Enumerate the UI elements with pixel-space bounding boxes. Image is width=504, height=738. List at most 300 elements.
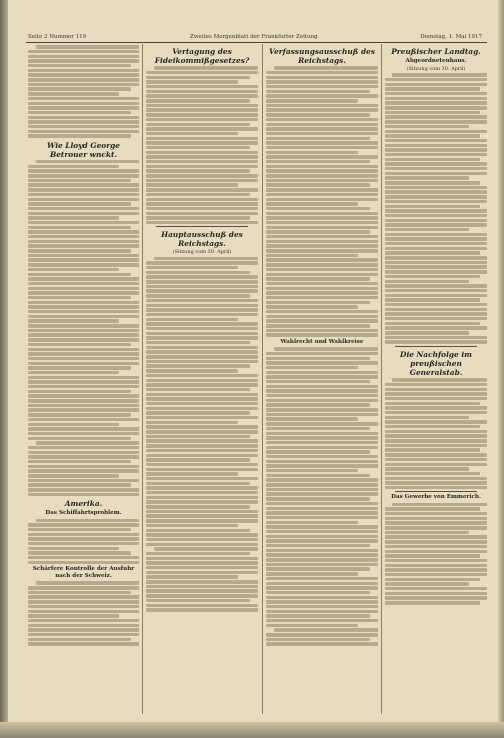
text-line — [385, 176, 469, 179]
text-line — [266, 638, 370, 641]
text-line — [385, 242, 487, 245]
text-line — [266, 282, 378, 285]
text-line — [146, 90, 258, 93]
text-line — [28, 130, 139, 133]
text-line — [146, 604, 258, 607]
section-rule — [156, 226, 248, 227]
text-line — [146, 141, 258, 144]
text-line — [266, 572, 358, 575]
text-line — [146, 207, 258, 210]
text-line — [385, 578, 480, 581]
text-line — [146, 463, 258, 466]
text-line — [266, 315, 378, 318]
text-line — [28, 380, 139, 383]
text-line — [28, 633, 139, 636]
article-body-text — [146, 547, 258, 611]
text-line — [28, 408, 139, 411]
article-headline: Preußischer Landtag. — [391, 47, 481, 56]
text-line — [385, 444, 487, 447]
text-line — [28, 605, 139, 608]
text-line — [266, 198, 378, 201]
text-line — [266, 291, 378, 294]
text-line — [28, 551, 131, 554]
text-line — [385, 336, 487, 339]
article-body-text — [266, 347, 378, 627]
text-line — [146, 80, 238, 83]
text-line — [28, 169, 139, 172]
text-line — [385, 463, 487, 466]
text-line — [146, 430, 258, 433]
text-line — [385, 120, 487, 123]
text-line — [385, 265, 487, 268]
text-line — [146, 322, 258, 325]
text-line — [385, 280, 469, 283]
text-line — [385, 247, 487, 250]
text-line — [28, 291, 139, 294]
text-line — [28, 600, 139, 603]
text-line — [266, 108, 378, 111]
text-line — [385, 573, 487, 576]
text-line — [146, 212, 258, 215]
text-line — [36, 581, 139, 584]
text-line — [266, 361, 378, 364]
text-line — [28, 528, 131, 531]
text-line — [266, 633, 378, 636]
article-headline: Hauptausschuß des Reichstags. — [161, 230, 243, 249]
text-line — [266, 516, 378, 519]
text-line — [385, 540, 487, 543]
text-line — [266, 610, 378, 613]
text-line — [266, 539, 378, 542]
text-line — [392, 378, 487, 381]
text-line — [385, 205, 480, 208]
text-line — [146, 308, 258, 311]
text-line — [146, 439, 258, 442]
column-1 — [28, 44, 139, 720]
text-line — [266, 591, 370, 594]
text-line — [266, 216, 378, 219]
text-line — [28, 451, 139, 454]
text-line — [146, 104, 258, 107]
text-line — [266, 600, 378, 603]
text-line — [266, 507, 378, 510]
text-line — [146, 608, 258, 611]
text-line — [28, 183, 139, 186]
text-line — [146, 374, 258, 377]
text-line — [266, 179, 378, 182]
text-line — [146, 266, 238, 269]
text-line — [146, 188, 258, 191]
text-line — [266, 427, 370, 430]
text-line — [28, 216, 119, 219]
text-line — [146, 468, 258, 471]
text-line — [266, 183, 370, 186]
text-line — [28, 235, 139, 238]
text-line — [28, 319, 119, 322]
text-line — [28, 418, 139, 421]
text-line — [28, 390, 131, 393]
text-line — [28, 533, 139, 536]
text-line — [385, 416, 469, 419]
article-body-text — [385, 378, 487, 489]
text-line — [146, 491, 258, 494]
text-line — [385, 228, 469, 231]
text-line — [154, 257, 258, 260]
text-line — [266, 193, 378, 196]
text-line — [146, 71, 258, 74]
text-line — [28, 479, 139, 482]
text-line — [28, 561, 139, 564]
text-line — [385, 472, 480, 475]
text-line — [266, 544, 370, 547]
text-line — [385, 92, 487, 95]
text-line — [266, 614, 370, 617]
text-line — [266, 455, 378, 458]
text-line — [28, 97, 139, 100]
text-line — [28, 333, 139, 336]
column-divider — [142, 44, 143, 714]
text-line — [266, 422, 378, 425]
text-line — [146, 85, 258, 88]
text-line — [385, 535, 487, 538]
article-subheadline: Das Schiffahrtsproblem. — [45, 510, 122, 517]
text-line — [266, 558, 378, 561]
text-line — [146, 566, 258, 569]
text-line — [266, 94, 378, 97]
text-line — [28, 432, 139, 435]
text-line — [146, 369, 238, 372]
text-line — [146, 538, 258, 541]
text-line — [146, 108, 258, 111]
text-line — [385, 512, 487, 515]
text-line — [28, 628, 139, 631]
text-line — [266, 202, 358, 205]
text-line — [28, 474, 119, 477]
text-line — [146, 261, 258, 264]
page-bottom-edge — [0, 722, 504, 738]
page-edge — [498, 0, 504, 738]
article-dateline: (Sitzung vom 30. April) — [406, 66, 466, 72]
text-line — [266, 113, 370, 116]
text-line — [28, 338, 139, 341]
text-line — [385, 134, 480, 137]
text-line — [146, 294, 250, 297]
text-line — [28, 343, 131, 346]
text-line — [385, 312, 487, 315]
text-line — [266, 305, 358, 308]
article-subheadline: Das Gewerbe von Emmerich. — [391, 494, 481, 501]
text-line — [385, 477, 487, 480]
text-line — [266, 174, 378, 177]
text-line — [385, 214, 487, 217]
article-headline: Vertagung des Fideikommißgesetzes? — [154, 47, 250, 65]
text-line — [266, 188, 378, 191]
text-line — [266, 619, 378, 622]
text-line — [146, 458, 250, 461]
text-line — [28, 455, 139, 458]
text-line — [28, 465, 139, 468]
text-line — [28, 102, 139, 105]
text-line — [385, 458, 487, 461]
text-line — [385, 406, 487, 409]
text-line — [28, 212, 139, 215]
text-line — [146, 99, 250, 102]
text-line — [28, 277, 139, 280]
text-line — [385, 139, 487, 142]
text-line — [385, 439, 487, 442]
text-line — [392, 503, 487, 506]
text-line — [146, 379, 258, 382]
article-body-text — [28, 160, 139, 440]
text-line — [385, 411, 487, 414]
text-line — [28, 258, 139, 261]
text-line — [28, 59, 139, 62]
text-line — [266, 258, 378, 261]
text-line — [266, 333, 378, 336]
text-line — [266, 240, 378, 243]
text-line — [146, 393, 258, 396]
text-line — [385, 545, 487, 548]
text-line — [146, 216, 250, 219]
article-body-text — [266, 66, 378, 337]
text-line — [146, 477, 258, 480]
text-line — [385, 448, 480, 451]
text-line — [28, 493, 139, 496]
text-line — [266, 642, 378, 645]
text-line — [266, 212, 378, 215]
text-line — [146, 594, 258, 597]
text-line — [28, 362, 139, 365]
text-line — [28, 624, 139, 627]
text-line — [28, 310, 139, 313]
text-line — [146, 336, 258, 339]
text-line — [28, 230, 139, 233]
text-line — [266, 146, 378, 149]
text-line — [385, 392, 487, 395]
text-line — [266, 577, 378, 580]
text-line — [146, 449, 258, 452]
column-3 — [266, 44, 378, 720]
text-line — [266, 403, 370, 406]
text-line — [266, 151, 358, 154]
text-line — [146, 552, 250, 555]
article-body-text — [28, 45, 139, 137]
article-headline: Verfassungsausschuß des Reichstags. — [269, 47, 375, 65]
text-line — [146, 425, 258, 428]
text-line — [266, 408, 378, 411]
article-headline: Die Nachfolge im preußischen Generalstab. — [400, 349, 472, 377]
text-line — [385, 190, 487, 193]
text-line — [146, 221, 258, 224]
text-line — [146, 388, 250, 391]
text-line — [266, 464, 378, 467]
text-line — [28, 547, 119, 550]
text-line — [146, 271, 250, 274]
text-line — [146, 486, 258, 489]
text-line — [385, 101, 487, 104]
text-line — [266, 549, 378, 552]
text-line — [146, 350, 258, 353]
text-line — [146, 318, 238, 321]
text-line — [28, 240, 139, 243]
text-line — [36, 160, 139, 163]
text-line — [146, 355, 258, 358]
text-line — [266, 460, 378, 463]
text-line — [266, 310, 378, 313]
text-line — [146, 155, 258, 158]
text-line — [385, 568, 487, 571]
text-line — [146, 510, 258, 513]
text-line — [146, 285, 258, 288]
text-line — [385, 172, 487, 175]
text-line — [146, 346, 258, 349]
text-line — [28, 404, 139, 407]
text-line — [146, 165, 258, 168]
text-line — [266, 605, 378, 608]
text-line — [266, 141, 378, 144]
text-line — [385, 596, 487, 599]
text-line — [28, 50, 139, 53]
text-line — [385, 526, 487, 529]
text-line — [266, 497, 370, 500]
text-line — [385, 481, 487, 484]
text-line — [266, 352, 378, 355]
article-subheadline: Wahlrecht und Wahlkreise — [280, 338, 364, 345]
text-line — [146, 202, 258, 205]
text-line — [266, 165, 378, 168]
article-body-text — [266, 628, 378, 645]
text-line — [28, 638, 131, 641]
text-line — [28, 106, 139, 109]
text-line — [28, 83, 139, 86]
masthead-edition: Zweites Morgenblatt der Frankfurter Zeitung — [190, 34, 318, 40]
text-line — [266, 624, 358, 627]
article-body-text — [385, 503, 487, 605]
text-line — [146, 383, 258, 386]
text-line — [385, 78, 487, 81]
text-line — [154, 66, 258, 69]
text-line — [385, 83, 487, 86]
text-line — [266, 596, 378, 599]
text-line — [266, 488, 378, 491]
text-line — [28, 249, 131, 252]
text-line — [385, 284, 487, 287]
text-line — [28, 174, 139, 177]
text-line — [385, 531, 469, 534]
text-line — [146, 589, 258, 592]
text-line — [385, 587, 487, 590]
text-line — [385, 453, 487, 456]
text-line — [146, 529, 250, 532]
text-line — [28, 221, 139, 224]
text-line — [385, 303, 487, 306]
text-line — [146, 571, 258, 574]
section-rule — [395, 346, 477, 347]
text-line — [385, 383, 487, 386]
text-line — [146, 505, 250, 508]
text-line — [146, 327, 258, 330]
article-dateline: (Sitzung vom 30. April) — [172, 249, 232, 256]
text-line — [146, 313, 258, 316]
text-line — [28, 376, 139, 379]
text-line — [266, 249, 378, 252]
text-line — [146, 289, 258, 292]
text-line — [266, 155, 378, 158]
text-line — [28, 254, 139, 257]
text-line — [146, 179, 258, 182]
text-line — [28, 483, 131, 486]
text-line — [385, 425, 480, 428]
text-line — [146, 402, 258, 405]
article-body-text — [28, 441, 139, 496]
article-body-text — [28, 519, 139, 565]
text-line — [28, 120, 139, 123]
column-4 — [385, 44, 487, 720]
text-line — [266, 104, 378, 107]
text-line — [385, 219, 487, 222]
text-line — [28, 324, 139, 327]
text-line — [28, 244, 139, 247]
text-line — [266, 450, 370, 453]
text-line — [146, 496, 258, 499]
text-line — [146, 407, 258, 410]
text-line — [266, 371, 378, 374]
text-line — [385, 521, 487, 524]
text-line — [146, 123, 250, 126]
text-line — [146, 299, 258, 302]
text-line — [146, 454, 258, 457]
text-line — [266, 375, 378, 378]
text-line — [154, 547, 258, 550]
text-line — [266, 511, 378, 514]
text-line — [36, 441, 139, 444]
text-line — [146, 482, 250, 485]
text-line — [385, 158, 480, 161]
text-line — [28, 595, 139, 598]
text-line — [146, 183, 238, 186]
column-divider — [262, 44, 263, 714]
text-line — [266, 582, 378, 585]
text-line — [385, 167, 487, 170]
text-line — [385, 148, 487, 151]
text-line — [266, 380, 370, 383]
text-line — [266, 366, 358, 369]
text-line — [385, 420, 487, 423]
text-line — [146, 132, 238, 135]
text-line — [28, 263, 139, 266]
text-line — [266, 586, 378, 589]
text-line — [385, 289, 487, 292]
text-line — [146, 561, 258, 564]
text-line — [266, 85, 378, 88]
text-line — [385, 550, 487, 553]
text-line — [266, 132, 378, 135]
text-line — [28, 315, 139, 318]
text-line — [28, 202, 131, 205]
text-line — [28, 64, 131, 67]
text-line — [28, 614, 119, 617]
text-line — [266, 432, 378, 435]
text-line — [266, 221, 378, 224]
text-line — [385, 430, 487, 433]
text-line — [266, 226, 378, 229]
text-line — [146, 193, 250, 196]
text-line — [266, 385, 378, 388]
column-2 — [146, 44, 258, 720]
text-line — [146, 580, 258, 583]
text-line — [266, 530, 378, 533]
text-line — [385, 111, 480, 114]
